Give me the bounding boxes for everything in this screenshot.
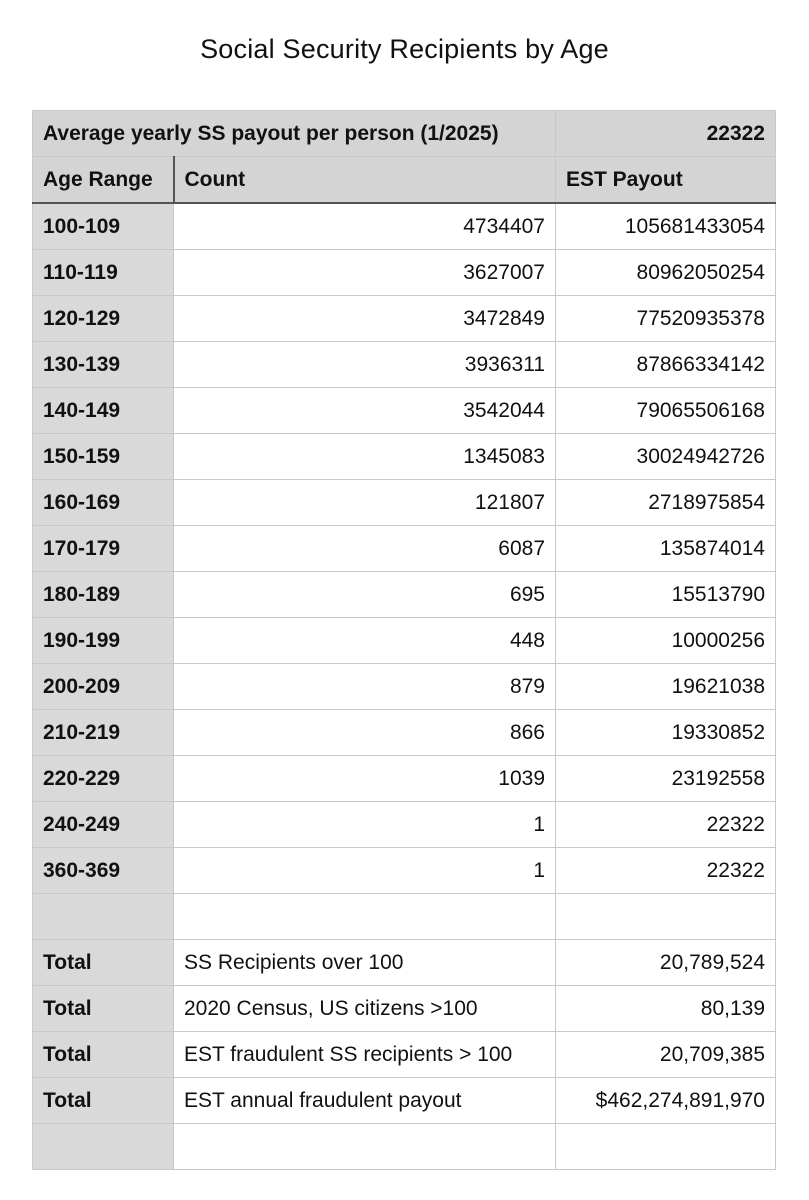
column-header-est-payout[interactable]: EST Payout [556,157,776,204]
payout-cell[interactable]: 19621038 [556,664,776,710]
payout-cell[interactable]: 87866334142 [556,342,776,388]
count-cell[interactable]: 121807 [174,480,556,526]
age-range-cell[interactable]: 150-159 [33,434,174,480]
sheet-title: Social Security Recipients by Age [200,34,609,64]
empty-cell[interactable] [33,1124,174,1170]
total-value-cell[interactable]: 20,709,385 [556,1032,776,1078]
summary-label-cell[interactable]: Average yearly SS payout per person (1/2025) [33,111,556,157]
age-range-cell[interactable]: 130-139 [33,342,174,388]
table-row [33,756,776,802]
total-row [33,1078,776,1124]
payout-cell[interactable]: 22322 [556,802,776,848]
total-description-cell[interactable]: SS Recipients over 100 [174,940,556,986]
table-row [33,848,776,894]
count-cell[interactable]: 1345083 [174,434,556,480]
payout-cell[interactable]: 23192558 [556,756,776,802]
table-row [33,434,776,480]
total-value-cell[interactable]: $462,274,891,970 [556,1078,776,1124]
payout-cell[interactable]: 10000256 [556,618,776,664]
payout-cell[interactable]: 105681433054 [556,203,776,250]
total-label-cell[interactable]: Total [33,940,174,986]
payout-cell[interactable]: 15513790 [556,572,776,618]
total-row [33,986,776,1032]
total-label-cell[interactable]: Total [33,986,174,1032]
summary-value-cell[interactable]: 22322 [556,111,776,157]
payout-cell[interactable]: 79065506168 [556,388,776,434]
total-value-cell[interactable]: 80,139 [556,986,776,1032]
age-range-cell[interactable]: 240-249 [33,802,174,848]
count-cell[interactable]: 3542044 [174,388,556,434]
table-row [33,664,776,710]
total-row [33,1032,776,1078]
count-cell[interactable]: 695 [174,572,556,618]
count-cell[interactable]: 1 [174,802,556,848]
table-row [33,526,776,572]
total-label-cell[interactable]: Total [33,1032,174,1078]
table-row [33,618,776,664]
age-range-cell[interactable]: 180-189 [33,572,174,618]
count-cell[interactable]: 866 [174,710,556,756]
summary-row [33,111,776,157]
payout-cell[interactable]: 2718975854 [556,480,776,526]
total-description-cell[interactable]: 2020 Census, US citizens >100 [174,986,556,1032]
count-cell[interactable]: 3936311 [174,342,556,388]
table-row [33,572,776,618]
total-row [33,940,776,986]
age-range-cell[interactable]: 160-169 [33,480,174,526]
total-value-cell[interactable]: 20,789,524 [556,940,776,986]
age-range-cell[interactable]: 100-109 [33,203,174,250]
table-row [33,250,776,296]
count-cell[interactable]: 1 [174,848,556,894]
empty-cell[interactable] [174,894,556,940]
payout-cell[interactable]: 80962050254 [556,250,776,296]
payout-cell[interactable]: 135874014 [556,526,776,572]
empty-cell[interactable] [174,1124,556,1170]
age-range-cell[interactable]: 140-149 [33,388,174,434]
count-cell[interactable]: 3472849 [174,296,556,342]
empty-row [33,1124,776,1170]
count-cell[interactable]: 3627007 [174,250,556,296]
total-description-cell[interactable]: EST fraudulent SS recipients > 100 [174,1032,556,1078]
payout-cell[interactable]: 30024942726 [556,434,776,480]
age-range-cell[interactable]: 360-369 [33,848,174,894]
age-range-cell[interactable]: 170-179 [33,526,174,572]
age-range-cell[interactable]: 220-229 [33,756,174,802]
payout-cell[interactable]: 22322 [556,848,776,894]
table-row [33,710,776,756]
table-row [33,342,776,388]
age-range-cell[interactable]: 120-129 [33,296,174,342]
age-range-cell[interactable]: 190-199 [33,618,174,664]
spreadsheet-table [32,110,776,1170]
empty-cell[interactable] [33,894,174,940]
count-cell[interactable]: 448 [174,618,556,664]
table-row [33,296,776,342]
count-cell[interactable]: 1039 [174,756,556,802]
age-range-cell[interactable]: 200-209 [33,664,174,710]
payout-cell[interactable]: 19330852 [556,710,776,756]
empty-cell[interactable] [556,894,776,940]
table-row [33,388,776,434]
count-cell[interactable]: 6087 [174,526,556,572]
empty-row [33,894,776,940]
table-row [33,203,776,250]
column-header-count[interactable]: Count [174,157,556,204]
table-row [33,802,776,848]
column-header-age-range[interactable]: Age Range [33,157,174,204]
total-label-cell[interactable]: Total [33,1078,174,1124]
table-row [33,480,776,526]
count-cell[interactable]: 879 [174,664,556,710]
total-description-cell[interactable]: EST annual fraudulent payout [174,1078,556,1124]
column-header-row [33,157,776,204]
count-cell[interactable]: 4734407 [174,203,556,250]
empty-cell[interactable] [556,1124,776,1170]
age-range-cell[interactable]: 110-119 [33,250,174,296]
age-range-cell[interactable]: 210-219 [33,710,174,756]
payout-cell[interactable]: 77520935378 [556,296,776,342]
